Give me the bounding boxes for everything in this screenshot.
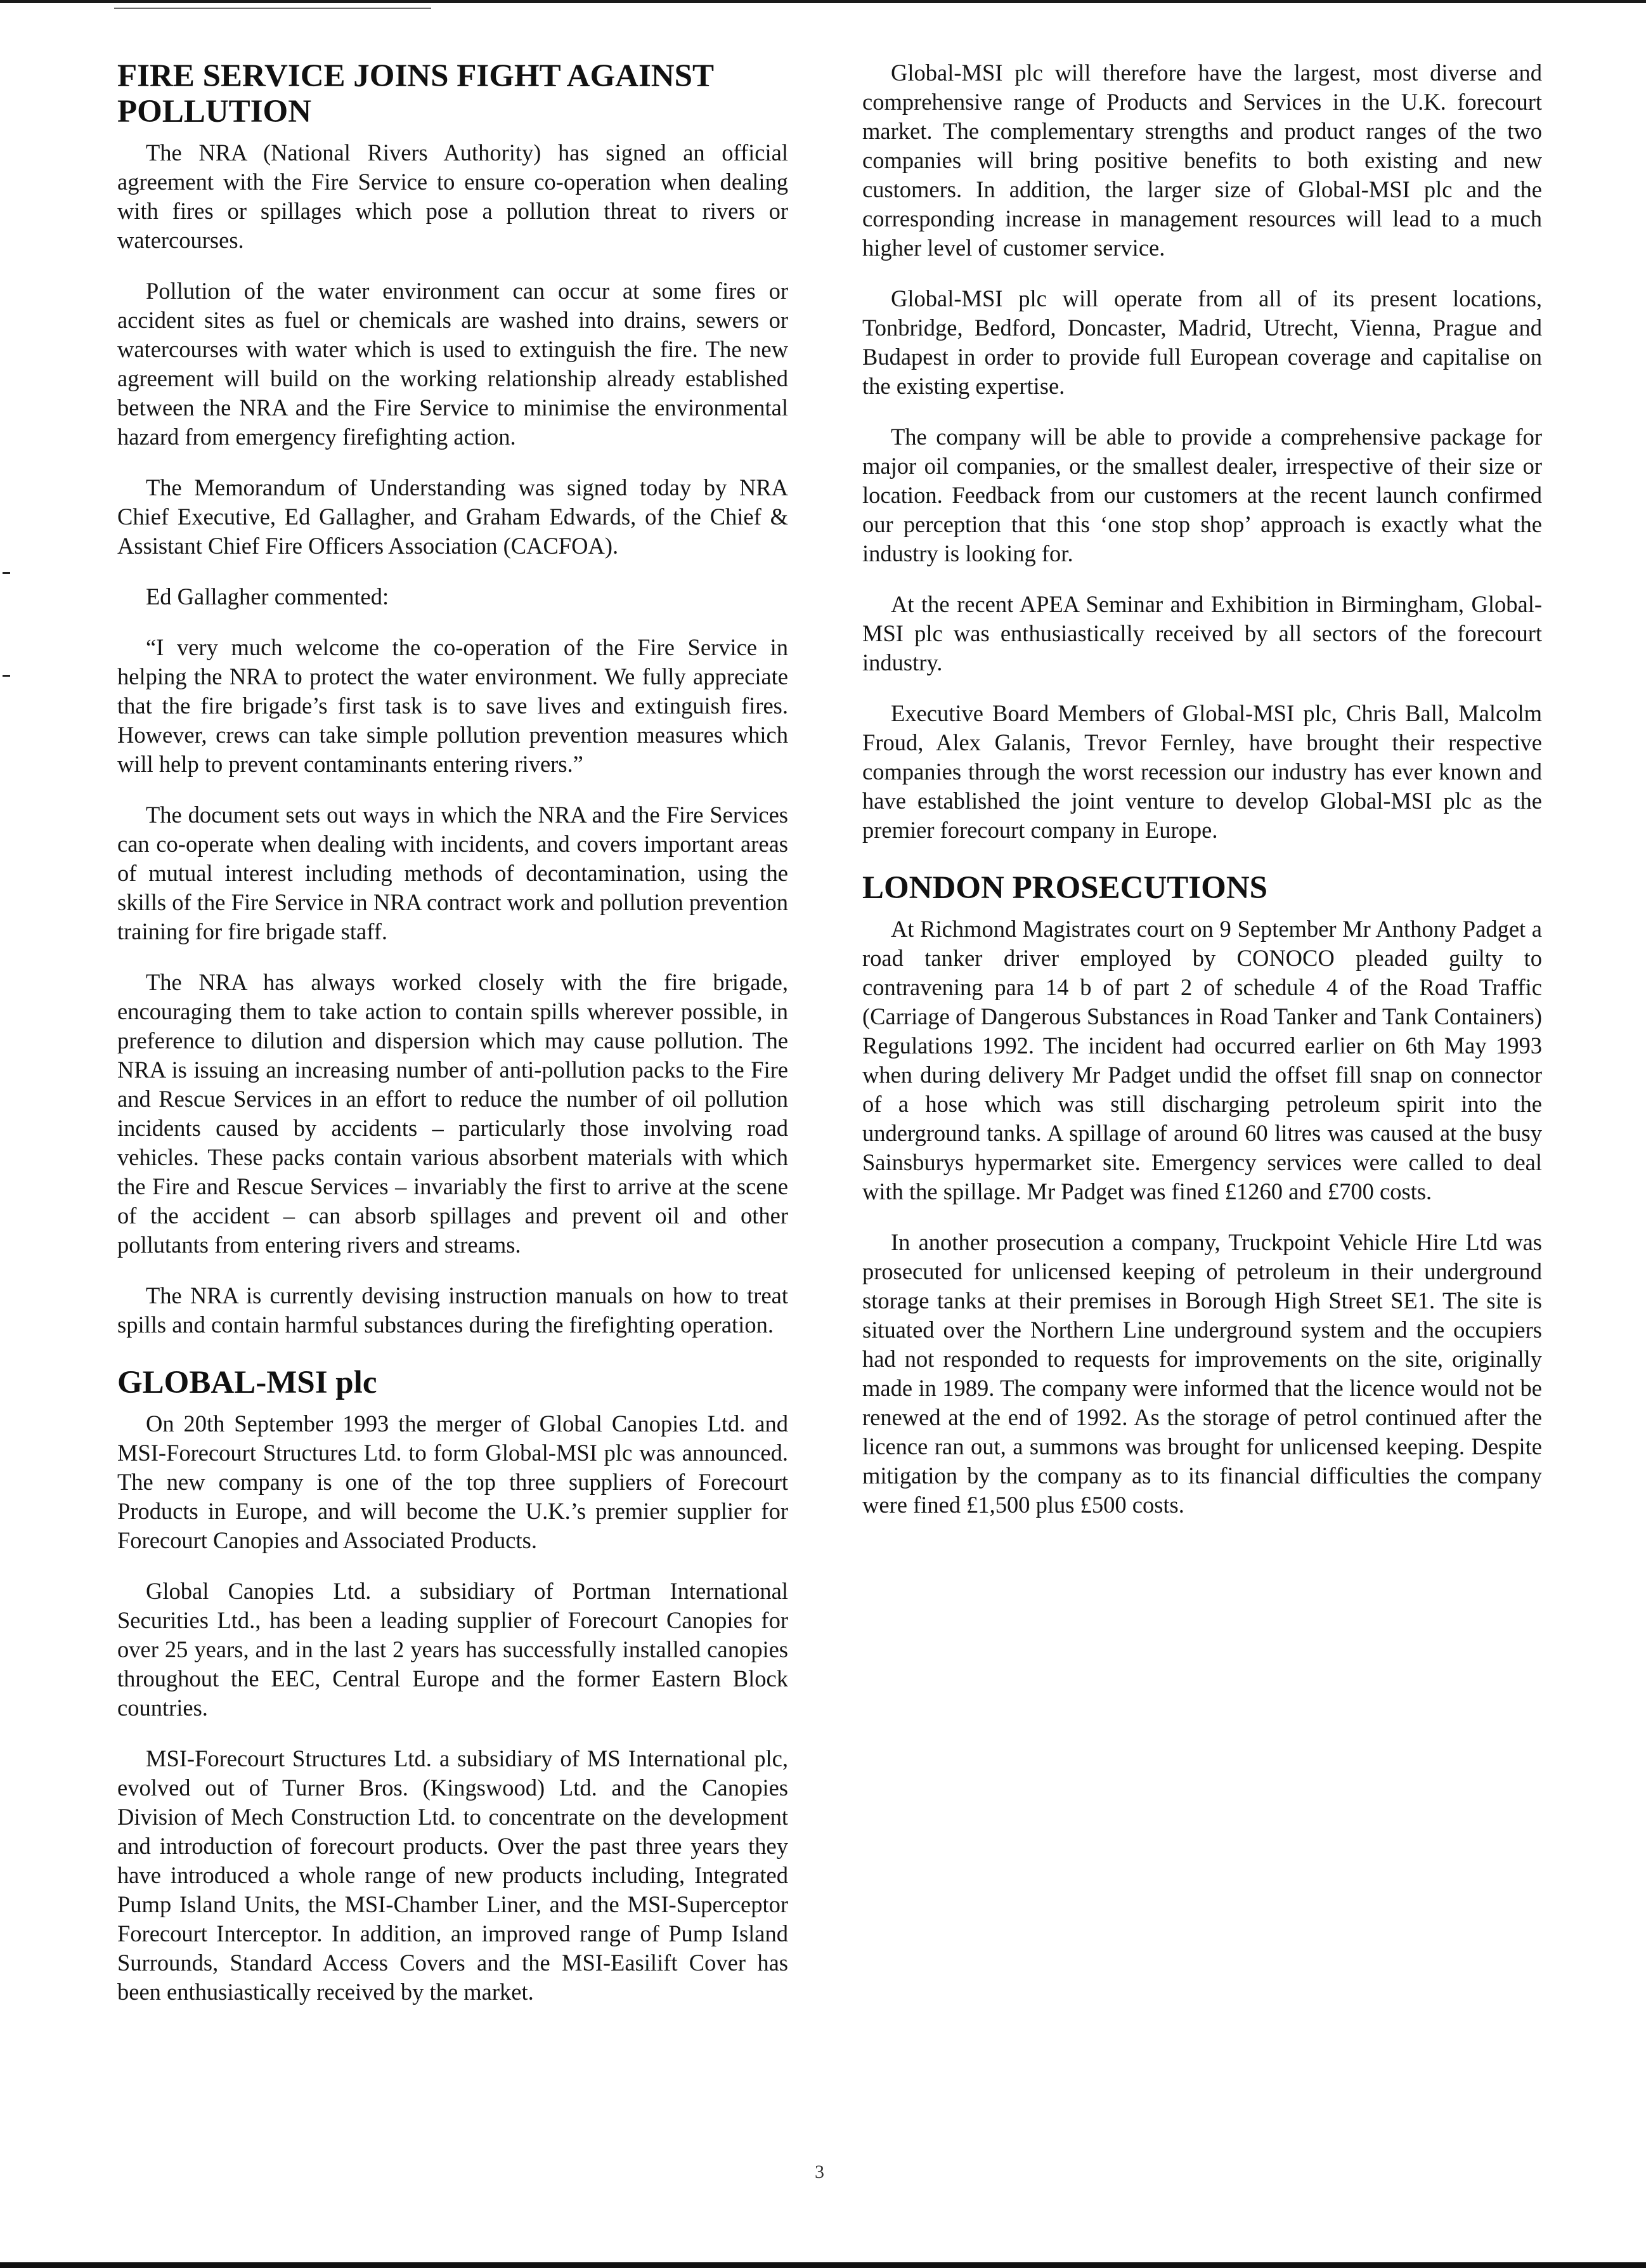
article-paragraph: Global-MSI plc will therefore have the largest, most diverse and comprehensive range of Products and Services in the U.K. forecourt market. The complementary strengths and product ranges of the two companies will bring positive benefits to both existing and new customers. In addition, the larger size of Global-MSI plc and the corresponding increase in management resources will lead to a much higher level of customer service. bbox=[862, 60, 1542, 261]
article-paragraph: MSI-Forecourt Structures Ltd. a subsidiary of MS International plc, evolved out of Turner Bros. (Kingswood) Ltd. and the Canopies Division of Mech Construction Ltd. to concentrate on the development and introduction of forecourt products. Over the past three years they have introduced a whole range of new products including, Integrated Pump Island Units, the MSI-Chamber Liner, and the MSI-Superceptor Forecourt Interceptor. In addition, an improved range of Pump Island Surrounds, Standard Access Covers and the MSI-Easilift Cover has been enthusiastically received by the market. bbox=[117, 1745, 788, 2005]
article-title-london-prosecutions: LONDON PROSECUTIONS bbox=[862, 870, 1268, 906]
article-paragraph: The company will be able to provide a comprehensive package for major oil companies, or the smallest dealer, irrespective of their size or location. Feedback from our customers at the recent launch confirmed our perception that this ‘one stop shop’ approach is exactly what the industry is looking for. bbox=[862, 424, 1542, 566]
article-paragraph: Pollution of the water environment can occur at some fires or accident sites as fuel or chemicals are washed into drains, sewers or watercourses with water which is used to extinguish the fire. The new agreement will build on the working relationship already established between the NRA and the Fire Service to minimise the environmental hazard from emergency firefighting action. bbox=[117, 278, 788, 450]
left-column bbox=[117, 58, 788, 2007]
page-number: 3 bbox=[815, 2161, 824, 2182]
margin-tick-mark bbox=[3, 572, 10, 574]
article-paragraph: Ed Gallagher commented: bbox=[146, 583, 389, 609]
article-paragraph: In another prosecution a company, Truckpoint Vehicle Hire Ltd was prosecuted for unlicensed keeping of petroleum in their underground storage tanks at their premises in Borough High Street SE1. The site is situated over the Northern Line underground system and the occupiers had not responded to requests for improvements on the site, originally made in 1989. The company were informed that the licence would not be renewed at the end of 1992. As the storage of petrol continued after the licence ran out, a summons was brought for unlicensed keeping. Despite mitigation by the company as to its financial difficulties the company were fined £1,500 plus £500 costs. bbox=[862, 1229, 1542, 1518]
article-paragraph: The NRA is currently devising instruction manuals on how to treat spills and contain harmful substances during the firefighting operation. bbox=[117, 1282, 788, 1338]
article-paragraph: The NRA has always worked closely with the fire brigade, encouraging them to take action to contain spills wherever possible, in preference to dilution and dispersion which may cause pollution. The NRA is issuing an increasing number of anti-pollution packs to the Fire and Rescue Services in an effort to reduce the number of oil pollution incidents caused by accidents – particularly those involving road vehicles. These packs contain various absorbent materials with which the Fire and Rescue Services – invariably the first to arrive at the scene of the accident – can absorb spillages and prevent oil and other pollutants from entering rivers and streams. bbox=[117, 969, 788, 1258]
bottom-border-rule bbox=[0, 2262, 1646, 2268]
top-border-rule bbox=[0, 0, 1646, 3]
article-paragraph: At the recent APEA Seminar and Exhibition in Birmingham, Global-MSI plc was enthusiastically received by all sectors of the forecourt industry. bbox=[862, 591, 1542, 675]
article-paragraph: On 20th September 1993 the merger of Global Canopies Ltd. and MSI-Forecourt Structures Ltd. to form Global-MSI plc was announced. The new company is one of the top three suppliers of Forecourt Products in Europe, and will become the U.K.’s premier supplier for Forecourt Canopies and Associated Products. bbox=[117, 1411, 788, 1553]
article-title-global-msi: GLOBAL-MSI plc bbox=[117, 1365, 377, 1400]
article-paragraph: Executive Board Members of Global-MSI plc, Chris Ball, Malcolm Froud, Alex Galanis, Trevor Fernley, have brought their respective companies through the worst recession our industry has ever known and have established the joint venture to develop Global-MSI plc as the premier forecourt company in Europe. bbox=[862, 700, 1542, 843]
right-column bbox=[862, 58, 1542, 1541]
top-secondary-rule bbox=[114, 8, 431, 9]
article-paragraph: “I very much welcome the co-operation of the Fire Service in helping the NRA to protect the water environment. We fully appreciate that the fire brigade’s first task is to save lives and extinguish fires. However, crews can take simple pollution prevention measures which will help to prevent contaminants entering rivers.” bbox=[117, 634, 788, 777]
article-title-fire-service: FIRE SERVICE JOINS FIGHT AGAINST POLLUTION bbox=[117, 58, 714, 129]
article-paragraph: Global Canopies Ltd. a subsidiary of Portman International Securities Ltd., has been a leading supplier of Forecourt Canopies for over 25 years, and in the last 2 years has successfully installed canopies throughout the EEC, Central Europe and the former Eastern Block countries. bbox=[117, 1578, 788, 1721]
article-paragraph: Global-MSI plc will operate from all of its present locations, Tonbridge, Bedford, Doncaster, Madrid, Utrecht, Vienna, Prague and Budapest in order to provide full European coverage and capitalise on the existing expertise. bbox=[862, 285, 1542, 399]
article-paragraph: The document sets out ways in which the NRA and the Fire Services can co-operate when dealing with incidents, and covers important areas of mutual interest including methods of decontamination, using the skills of the Fire Service in NRA contract work and pollution prevention training for fire brigade staff. bbox=[117, 802, 788, 944]
margin-tick-mark bbox=[3, 675, 10, 677]
article-paragraph: At Richmond Magistrates court on 9 September Mr Anthony Padget a road tanker driver employed by CONOCO pleaded guilty to contravening para 14 b of part 2 of schedule 4 of the Road Traffic (Carriage of Dangerous Substances in Road Tanker and Tank Containers) Regulations 1992. The incident had occurred earlier on 6th May 1993 when during delivery Mr Padget undid the offset fill snap on connector of a hose which was still discharging petroleum spirit into the underground tanks. A spillage of around 60 litres was caused at the busy Sainsburys hypermarket site. Emergency services were called to deal with the spillage. Mr Padget was fined £1260 and £700 costs. bbox=[862, 916, 1542, 1204]
article-paragraph: The Memorandum of Understanding was signed today by NRA Chief Executive, Ed Gallagher, and Graham Edwards, of the Chief & Assistant Chief Fire Officers Association (CACFOA). bbox=[117, 474, 788, 559]
article-paragraph: The NRA (National Rivers Authority) has signed an official agreement with the Fire Service to ensure co-operation when dealing with fires or spillages which pose a pollution threat to rivers or watercourses. bbox=[117, 140, 788, 253]
